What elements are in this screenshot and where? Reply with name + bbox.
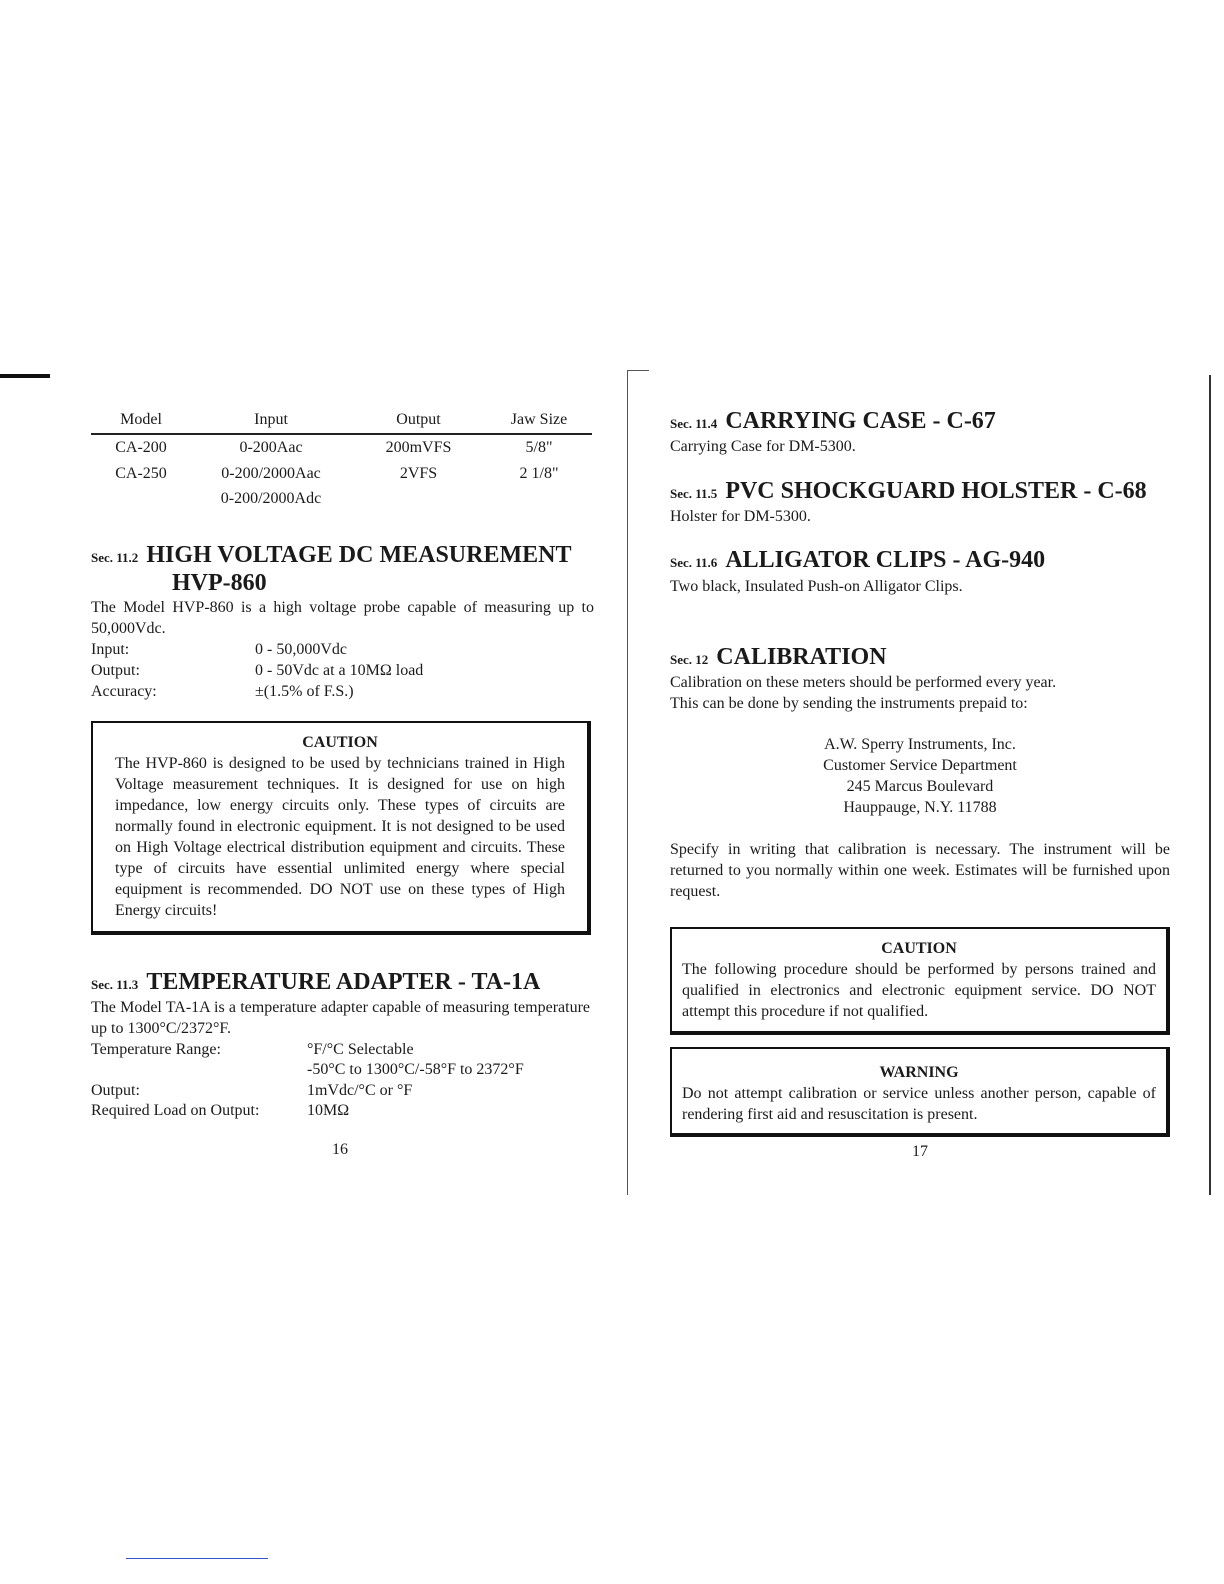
- caution-title: CAUTION: [302, 734, 378, 751]
- section-heading-11-5: [670, 477, 1147, 508]
- calibration-warning-box: [670, 1047, 1170, 1137]
- cell-jaw-size: 5/8": [525, 439, 553, 456]
- section-title: TEMPERATURE ADAPTER - TA-1A: [146, 969, 541, 995]
- caution-title: CAUTION: [881, 940, 957, 957]
- calibration-line-1: Calibration on these meters should be performed every year.: [670, 674, 1057, 691]
- spec-label: Output:: [91, 1082, 140, 1099]
- cell-jaw-size: 2 1/8": [519, 465, 559, 482]
- caution-text: The following procedure should be performed by persons trained and qualified in electronics and electronic equipment service. DO NOT attempt this procedure if not qualified.: [682, 961, 1156, 1020]
- cell-model: CA-200: [115, 439, 167, 456]
- calibration-line-2: This can be done by sending the instruments prepaid to:: [670, 695, 1028, 712]
- cell-jaw-size: [486, 487, 592, 511]
- spec-row: [91, 681, 354, 702]
- section-heading-12: [670, 643, 887, 674]
- calibration-note: Specify in writing that calibration is necessary. The instrument will be returned to you normally within one week. Estimates will be furnished upon request.: [670, 841, 1170, 900]
- clamp-adapter-table: [91, 409, 592, 511]
- address-line: A.W. Sperry Instruments, Inc.: [824, 736, 1016, 753]
- col-header-output: Output: [351, 409, 486, 434]
- table-header-row: [91, 409, 592, 434]
- spec-value: ±(1.5% of F.S.): [255, 683, 354, 700]
- section-number: Sec. 11.2: [91, 550, 139, 565]
- spec-value: 10MΩ: [307, 1102, 350, 1119]
- section-title: HIGH VOLTAGE DC MEASUREMENT: [146, 542, 572, 568]
- spec-row: [91, 1039, 414, 1060]
- alligator-clips-text: Two black, Insulated Push-on Alligator Clips.: [670, 578, 963, 595]
- spec-value: 0 - 50Vdc at a 10MΩ load: [255, 662, 424, 679]
- cell-output: 200mVFS: [385, 439, 452, 456]
- spec-value: -50°C to 1300°C/-58°F to 2372°F: [307, 1061, 524, 1078]
- ta-intro-paragraph: The Model TA-1A is a temperature adapter capable of measuring temperature up to 1300°C/2372°F.: [91, 999, 590, 1037]
- cell-output: [351, 487, 486, 511]
- section-number: Sec. 11.3: [91, 977, 139, 992]
- col-header-model: Model: [91, 409, 191, 434]
- section-heading-11-2: [91, 541, 571, 572]
- section-number: Sec. 12: [670, 652, 709, 667]
- carrying-case-text: Carrying Case for DM-5300.: [670, 438, 856, 455]
- warning-title: WARNING: [879, 1064, 959, 1081]
- section-heading-11-6: [670, 546, 1045, 577]
- cell-input: 0-200/2000Aac: [221, 465, 321, 482]
- spec-row: [91, 1080, 413, 1101]
- warning-text: Do not attempt calibration or service unless another person, capable of rendering first aid and resuscitation is present.: [682, 1085, 1156, 1123]
- section-number: Sec. 11.5: [670, 486, 718, 501]
- holster-text: Holster for DM-5300.: [670, 508, 811, 525]
- spec-label: Input:: [91, 641, 130, 658]
- page-number-right: 17: [912, 1143, 928, 1160]
- table-row: [91, 487, 592, 511]
- spec-row: [91, 639, 347, 660]
- table-row: [91, 461, 592, 487]
- address-line: Hauppauge, N.Y. 11788: [843, 799, 997, 816]
- section-title: CALIBRATION: [716, 644, 887, 670]
- hvp-intro-paragraph: The Model HVP-860 is a high voltage probe capable of measuring up to 50,000Vdc.: [91, 599, 594, 637]
- section-number: Sec. 11.6: [670, 555, 718, 570]
- spec-label: Required Load on Output:: [91, 1102, 260, 1119]
- section-heading-11-3: [91, 968, 540, 999]
- section-heading-11-4: [670, 407, 996, 438]
- section-title-continued: HVP-860: [172, 570, 267, 596]
- section-number: Sec. 11.4: [670, 416, 718, 431]
- table-row: [91, 434, 592, 461]
- section-title: PVC SHOCKGUARD HOLSTER - C-68: [725, 478, 1147, 504]
- spec-row: [91, 1100, 350, 1121]
- col-header-input: Input: [191, 409, 351, 434]
- section-title: CARRYING CASE - C-67: [725, 408, 996, 434]
- section-title: ALLIGATOR CLIPS - AG-940: [725, 547, 1046, 573]
- spec-row: [91, 660, 424, 681]
- calibration-caution-box: [670, 927, 1170, 1035]
- hvp-caution-box: [91, 721, 591, 935]
- cell-input: 0-200Aac: [239, 439, 303, 456]
- col-header-jaw-size: Jaw Size: [486, 409, 592, 434]
- cell-model: CA-250: [115, 465, 167, 482]
- cell-input: 0-200/2000Adc: [220, 490, 322, 507]
- caution-text: The HVP-860 is designed to be used by technicians trained in High Voltage measurement techniques. It is designed for use on high impedance, low energy circuits only. These types of circuits are normally found in electronic equipment. It is not designed to be used on High Voltage electrical distribution equipment and circuits. These type of circuits have essential unlimited energy where special equipment is recommended. DO NOT use on these types of High Energy circuits!: [115, 755, 565, 919]
- cell-output: 2VFS: [399, 465, 438, 482]
- spec-label: Accuracy:: [91, 683, 157, 700]
- address-line: 245 Marcus Boulevard: [846, 778, 994, 795]
- spec-label: Temperature Range:: [91, 1041, 221, 1058]
- cell-model: [91, 487, 191, 511]
- address-line: Customer Service Department: [823, 757, 1017, 774]
- spec-label: Output:: [91, 662, 140, 679]
- spec-value: 0 - 50,000Vdc: [255, 641, 347, 658]
- page-number-left: 16: [332, 1141, 348, 1158]
- spec-value: °F/°C Selectable: [307, 1041, 414, 1058]
- spec-value: 1mVdc/°C or °F: [307, 1082, 413, 1099]
